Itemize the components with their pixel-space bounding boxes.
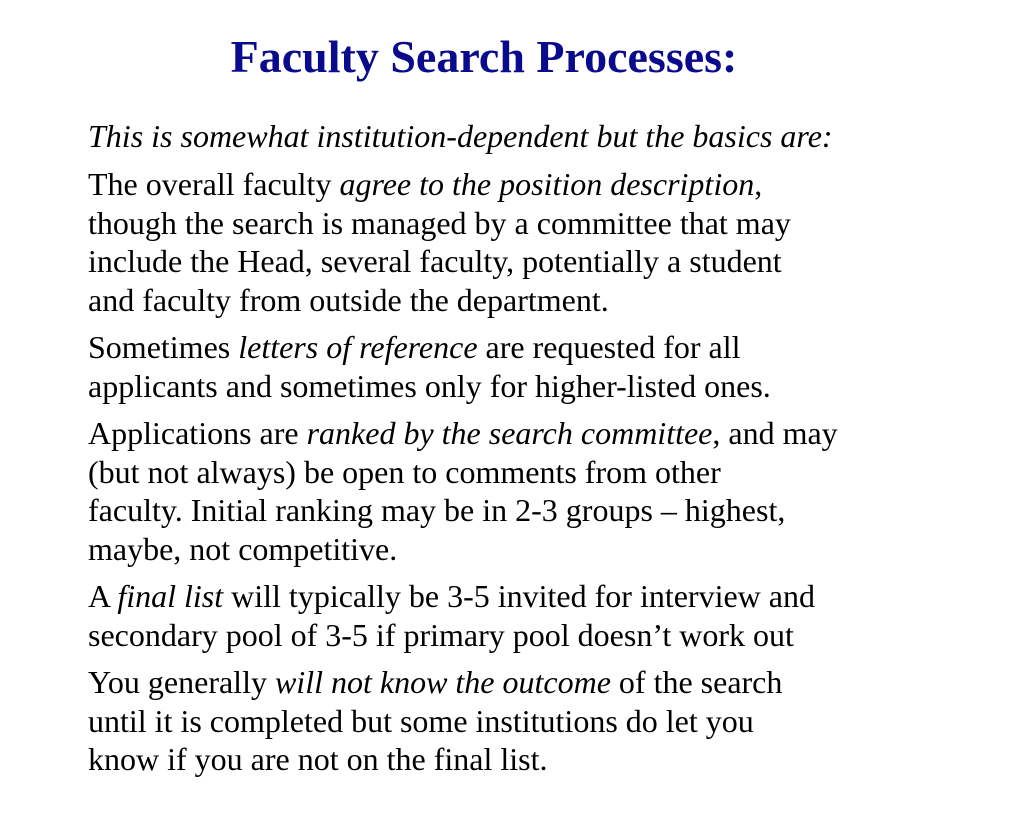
bullet-line — [88, 414, 988, 453]
text-run: are requested for all — [477, 329, 741, 365]
text-run: , and may — [712, 415, 838, 451]
bullet-line: until it is completed but some institutions do let you — [88, 702, 754, 739]
emphasis-text: ranked by the search committee — [306, 415, 713, 451]
bullet-line — [88, 663, 988, 702]
bullet-item-position-description — [88, 165, 988, 319]
page-title: Faculty Search Processes: — [230, 31, 738, 82]
bullet-line — [88, 577, 988, 616]
text-run: will typically be 3-5 invited for interview and — [223, 578, 815, 614]
bullet-line: (but not always) be open to comments from other — [88, 453, 721, 490]
bullet-line — [88, 165, 988, 204]
bullet-line: maybe, not competitive. — [88, 530, 398, 567]
text-run: Sometimes — [88, 329, 239, 365]
emphasis-text: letters of reference — [238, 329, 478, 365]
bullet-line: secondary pool of 3-5 if primary pool doesn’t work out — [88, 616, 794, 653]
text-run: of the search — [610, 664, 783, 700]
text-run: A — [88, 578, 118, 614]
bullet-line: know if you are not on the final list. — [88, 741, 548, 777]
text-run: The overall faculty — [88, 166, 340, 202]
bullet-line: though the search is managed by a committee that may — [88, 204, 791, 241]
bullet-line: faculty. Initial ranking may be in 2-3 groups – highest, — [88, 492, 786, 528]
intro-text: This is somewhat institution-dependent but the basics are: — [88, 118, 833, 154]
emphasis-text: agree to the position description — [339, 166, 755, 202]
bullet-item-letters-of-reference — [88, 328, 988, 405]
bullet-line: and faculty from outside the department. — [88, 281, 609, 318]
emphasis-text: will not know the outcome — [274, 664, 611, 700]
bullet-line: include the Head, several faculty, potentially a student — [88, 243, 782, 279]
text-run: Applications are — [88, 415, 307, 451]
bullet-item-applications-ranked — [88, 414, 988, 568]
emphasis-text: final list — [117, 578, 224, 614]
bullet-item-final-list — [88, 577, 988, 654]
text-run: You generally — [88, 664, 275, 700]
bullet-list — [88, 165, 988, 788]
bullet-item-outcome — [88, 663, 988, 779]
bullet-line — [88, 328, 988, 367]
bullet-line: applicants and sometimes only for higher-listed ones. — [88, 367, 771, 404]
text-run: , — [754, 166, 763, 202]
